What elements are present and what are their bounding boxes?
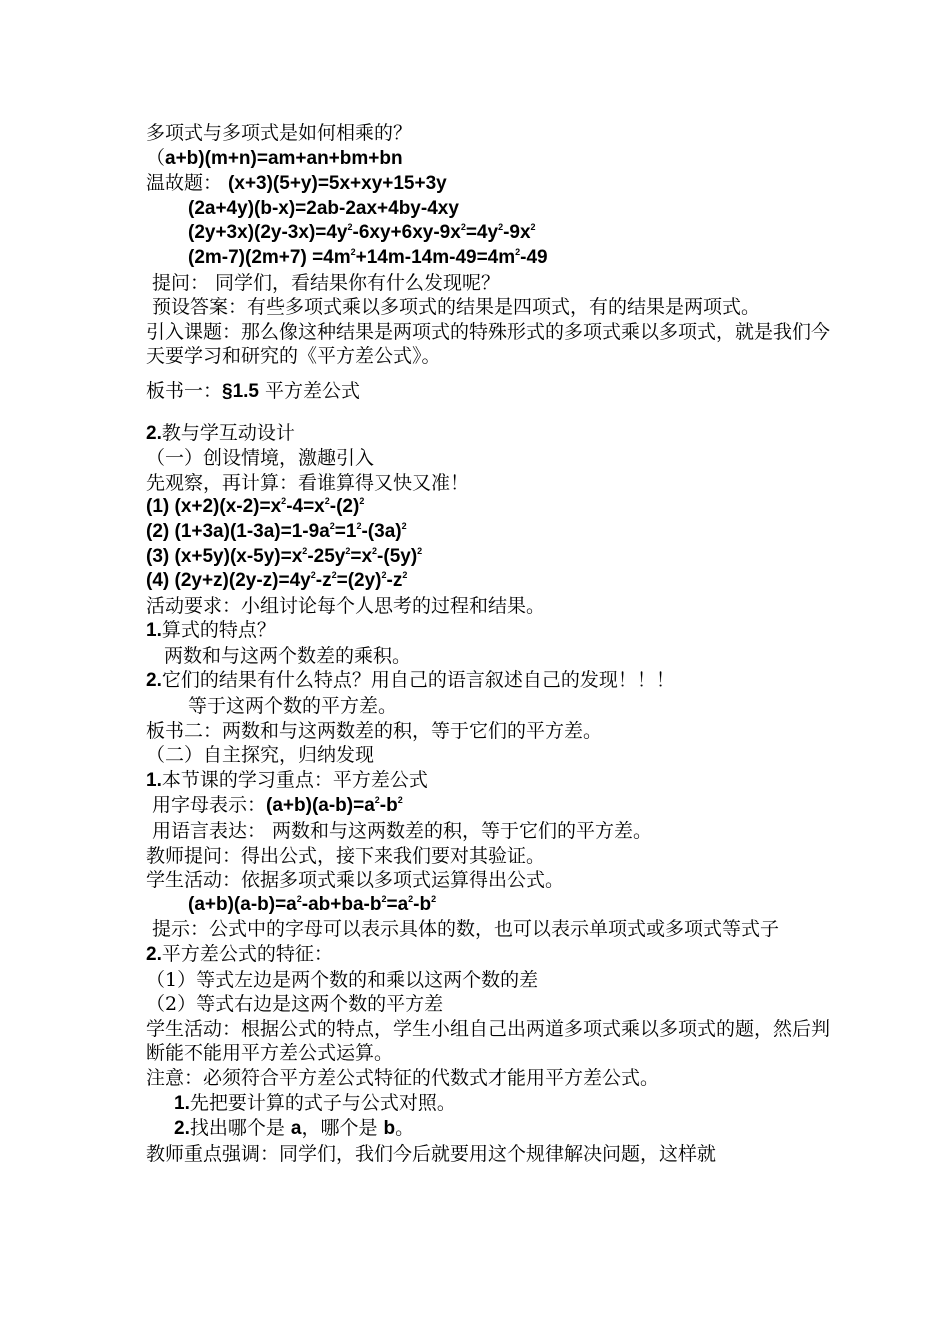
instruction: 先观察，再计算：看谁算得又快又准！	[146, 471, 470, 494]
preset-answer: 预设答案：有些多项式乘以多项式的结果是四项式，有的结果是两项式。	[152, 296, 761, 319]
feature-item: （1）等式左边是两个数的和乘以这两个数的差	[146, 968, 539, 991]
board-note-two: 板书二：两数和与这两数差的积，等于它们的平方差。	[146, 719, 603, 742]
review-item: $(2y+3x)(2y-3x)=4y^2-6xy+6xy-9x^2=4y^2-9x^2$	[188, 222, 536, 244]
student-activity: 学生活动：根据公式的特点，学生小组自己出两道多项式乘以多项式的题，然后判断能不能用平方差公式运算。	[146, 1017, 831, 1065]
hint: 提示：公式中的字母可以表示具体的数，也可以表示单项式或多项式等式子	[152, 918, 780, 941]
note: 注意：必须符合平方差公式特征的代数式才能用平方差公式。	[146, 1066, 660, 1089]
intro-question: 多项式与多项式是如何相乘的？	[146, 122, 413, 144]
rule-formula: （a+b)(m+n)=am+an+bm+bn	[146, 146, 403, 169]
board-note-one: 板书一：§1.5 平方差公式	[146, 379, 361, 402]
review-item: (2a+4y)(b-x)=2ab-2ax+4by-4xy	[188, 197, 459, 219]
numbered-question: 2.它们的结果有什么特点？用自己的语言叙述自己的发现！！！	[146, 669, 675, 692]
student-activity: 学生活动：依据多项式乘以多项式运算得出公式。	[146, 869, 565, 892]
subsection-heading: （一）创设情境，激趣引入	[146, 447, 375, 470]
note-step: 1.先把要计算的式子与公式对照。	[174, 1091, 456, 1114]
review-item: $(2m-7)(2m+7) =4m^2+14m-14m-49=4m^2-49$	[188, 246, 548, 268]
exercise-item: (4) $(2y+z)(2y-z)=4y^2-z^2=(2y)^2-z^2$	[146, 570, 408, 592]
teacher-question: 教师提问：得出公式，接下来我们要对其验证。	[146, 844, 546, 867]
numbered-point: 1.本节课的学习重点：平方差公式	[146, 768, 428, 791]
section-heading: 2.教与学互动设计	[146, 421, 295, 444]
formula-letters: 用字母表示：$(a+b)(a-b)=a^2-b^2$	[152, 794, 403, 817]
document-body	[146, 121, 836, 1166]
activity-requirement: 活动要求：小组讨论每个人思考的过程和结果。	[146, 594, 546, 617]
topic-intro: 引入课题：那么像这种结果是两项式的特殊形式的多项式乘以多项式，就是我们今天要学习和研究的《平方差公式》。	[146, 320, 831, 368]
numbered-question: 1.算式的特点？	[146, 619, 276, 642]
derivation: $(a+b)(a-b)=a^2-ab+ba-b^2=a^2-b^2$	[188, 893, 437, 915]
exercise-item: (1) $(x+2)(x-2)=x^2-4=x^2-(2)^2$	[146, 496, 365, 518]
teacher-question: 提问： 同学们，看结果你有什么发现呢？	[152, 271, 501, 294]
review-label-line: 温故题： (x+3)(5+y)=5x+xy+15+3y	[146, 172, 447, 195]
feature-item: （2）等式右边是这两个数的平方差	[146, 993, 444, 1016]
teacher-emphasis: 教师重点强调：同学们，我们今后就要用这个规律解决问题，这样就	[146, 1142, 717, 1165]
exercise-item: (2) $(1+3a)(1-3a)=1-9a^2=1^2-(3a)^2$	[146, 520, 407, 542]
note-step: 2.找出哪个是 a，哪个是 b。	[174, 1117, 415, 1140]
exercise-item: (3) $(x+5y)(x-5y)=x^2-25y^2=x^2-(5y)^2$	[146, 545, 423, 567]
answer-text: 等于这两个数的平方差。	[188, 695, 398, 718]
subsection-heading: （二）自主探究，归纳发现	[146, 744, 375, 767]
answer-text: 两数和与这两个数差的乘积。	[164, 644, 412, 667]
numbered-point: 2.平方差公式的特征：	[146, 943, 333, 965]
formula-words: 用语言表达： 两数和与这两数差的积，等于它们的平方差。	[152, 820, 653, 843]
